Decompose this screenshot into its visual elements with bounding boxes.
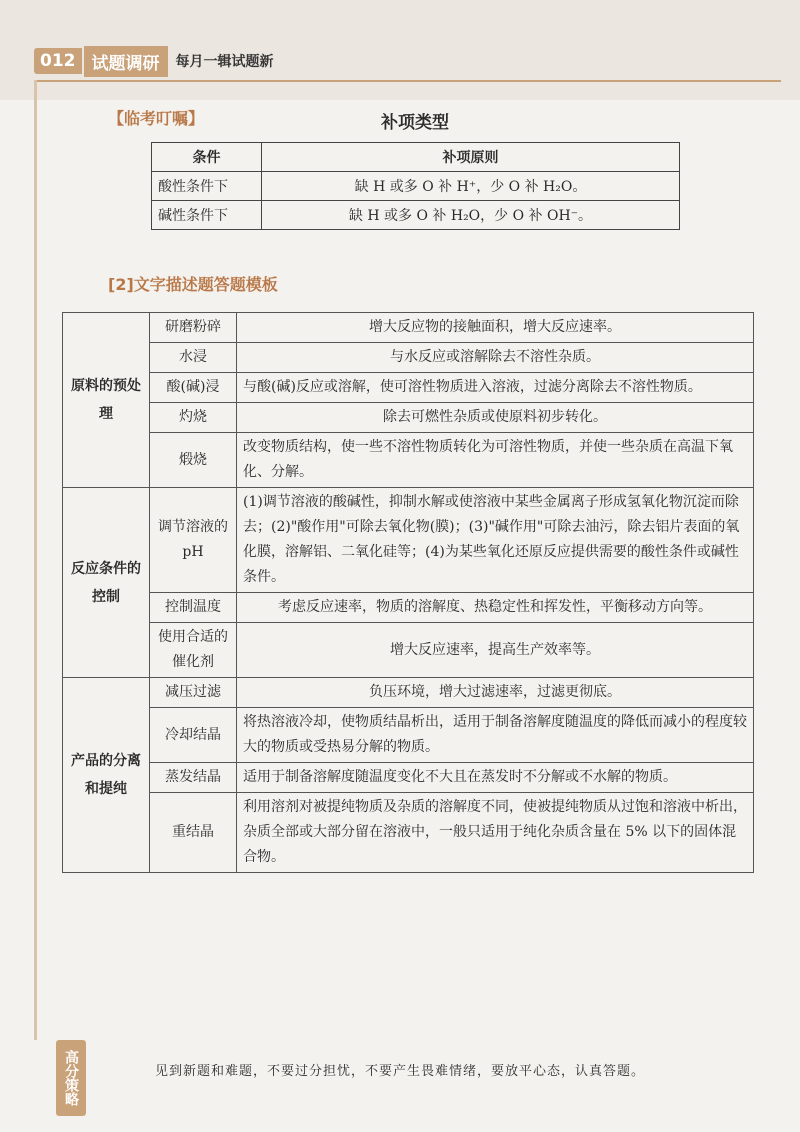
table-row [63, 403, 754, 433]
table-row [63, 623, 754, 678]
sub-cell: 水浸 [150, 343, 237, 373]
table-header-cell: 条件 [152, 143, 262, 172]
table-header-cell: 补项原则 [262, 143, 680, 172]
table-row [63, 313, 754, 343]
desc-cell: 负压环境，增大过滤速率，过滤更彻底。 [237, 678, 754, 708]
sub-cell: 研磨粉碎 [150, 313, 237, 343]
desc-cell: 增大反应速率，提高生产效率等。 [237, 623, 754, 678]
table-row [63, 343, 754, 373]
desc-cell: 改变物质结构，使一些不溶性物质转化为可溶性物质，并使一些杂质在高温下氧化、分解。 [237, 433, 754, 488]
desc-cell: 与酸(碱)反应或溶解，使可溶性物质进入溶液，过滤分离除去不溶性物质。 [237, 373, 754, 403]
table-cell: 缺 H 或多 O 补 H⁺，少 O 补 H₂O。 [262, 172, 680, 201]
section-tag: 试题调研 [84, 46, 168, 77]
page-header [34, 46, 274, 76]
side-rule [34, 80, 37, 1040]
section2-title: [2]文字描述题答题模板 [108, 275, 278, 294]
desc-cell: 与水反应或溶解除去不溶性杂质。 [237, 343, 754, 373]
table-row [152, 172, 680, 201]
table-cell: 碱性条件下 [152, 201, 262, 230]
sub-cell: 冷却结晶 [150, 708, 237, 763]
sub-cell: 重结晶 [150, 793, 237, 873]
page-number: 012 [34, 48, 82, 74]
table-row [63, 593, 754, 623]
sub-cell: 调节溶液的 pH [150, 488, 237, 593]
table-header-row [152, 143, 680, 172]
category-cell: 原料的预处理 [63, 313, 150, 488]
table-row [63, 793, 754, 873]
sub-cell: 蒸发结晶 [150, 763, 237, 793]
desc-cell: 将热溶液冷却，使物质结晶析出，适用于制备溶解度随温度的降低而减小的程度较大的物质或受热易分解的物质。 [237, 708, 754, 763]
sub-cell: 酸(碱)浸 [150, 373, 237, 403]
table-row [63, 763, 754, 793]
category-cell: 产品的分离和提纯 [63, 678, 150, 873]
footer-text: 见到新题和难题，不要过分担忧，不要产生畏难情绪，要放平心态，认真答题。 [154, 1064, 645, 1079]
table-row [63, 678, 754, 708]
header-rule [36, 80, 781, 82]
supplement-table [151, 142, 680, 230]
desc-cell: 考虑反应速率，物质的溶解度、热稳定性和挥发性，平衡移动方向等。 [237, 593, 754, 623]
table-cell: 缺 H 或多 O 补 H₂O，少 O 补 OH⁻。 [262, 201, 680, 230]
table-row [63, 708, 754, 763]
sub-cell: 煅烧 [150, 433, 237, 488]
sub-cell: 减压过滤 [150, 678, 237, 708]
template-table [62, 312, 754, 873]
header-subtitle: 每月一辑试题新 [175, 54, 274, 70]
supplement-table-title: 补项类型 [381, 113, 449, 133]
side-badge: 高分策略 [56, 1040, 86, 1116]
desc-cell: 利用溶剂对被提纯物质及杂质的溶解度不同，使被提纯物质从过饱和溶液中析出，杂质全部或大部分留在溶液中，一般只适用于纯化杂质含量在 5% 以下的固体混合物。 [237, 793, 754, 873]
table-cell: 酸性条件下 [152, 172, 262, 201]
table-row [63, 488, 754, 593]
category-cell: 反应条件的控制 [63, 488, 150, 678]
reminder-label: 【临考叮嘱】 [108, 109, 205, 128]
sub-cell: 控制温度 [150, 593, 237, 623]
table-row [63, 433, 754, 488]
table-row [152, 201, 680, 230]
sub-cell: 灼烧 [150, 403, 237, 433]
sub-cell: 使用合适的催化剂 [150, 623, 237, 678]
desc-cell: 除去可燃性杂质或使原料初步转化。 [237, 403, 754, 433]
desc-cell: 增大反应物的接触面积，增大反应速率。 [237, 313, 754, 343]
desc-cell: (1)调节溶液的酸碱性，抑制水解或使溶液中某些金属离子形成氢氧化物沉淀而除去；(2)"酸作用"可除去氧化物(膜)；(3)"碱作用"可除去油污，除去铝片表面的氧化膜，溶解铝、二氧化硅等；(4)为某些氧化还原反应提供需要的酸性条件或碱性条件。 [237, 488, 754, 593]
table-row [63, 373, 754, 403]
desc-cell: 适用于制备溶解度随温度变化不大且在蒸发时不分解或不水解的物质。 [237, 763, 754, 793]
